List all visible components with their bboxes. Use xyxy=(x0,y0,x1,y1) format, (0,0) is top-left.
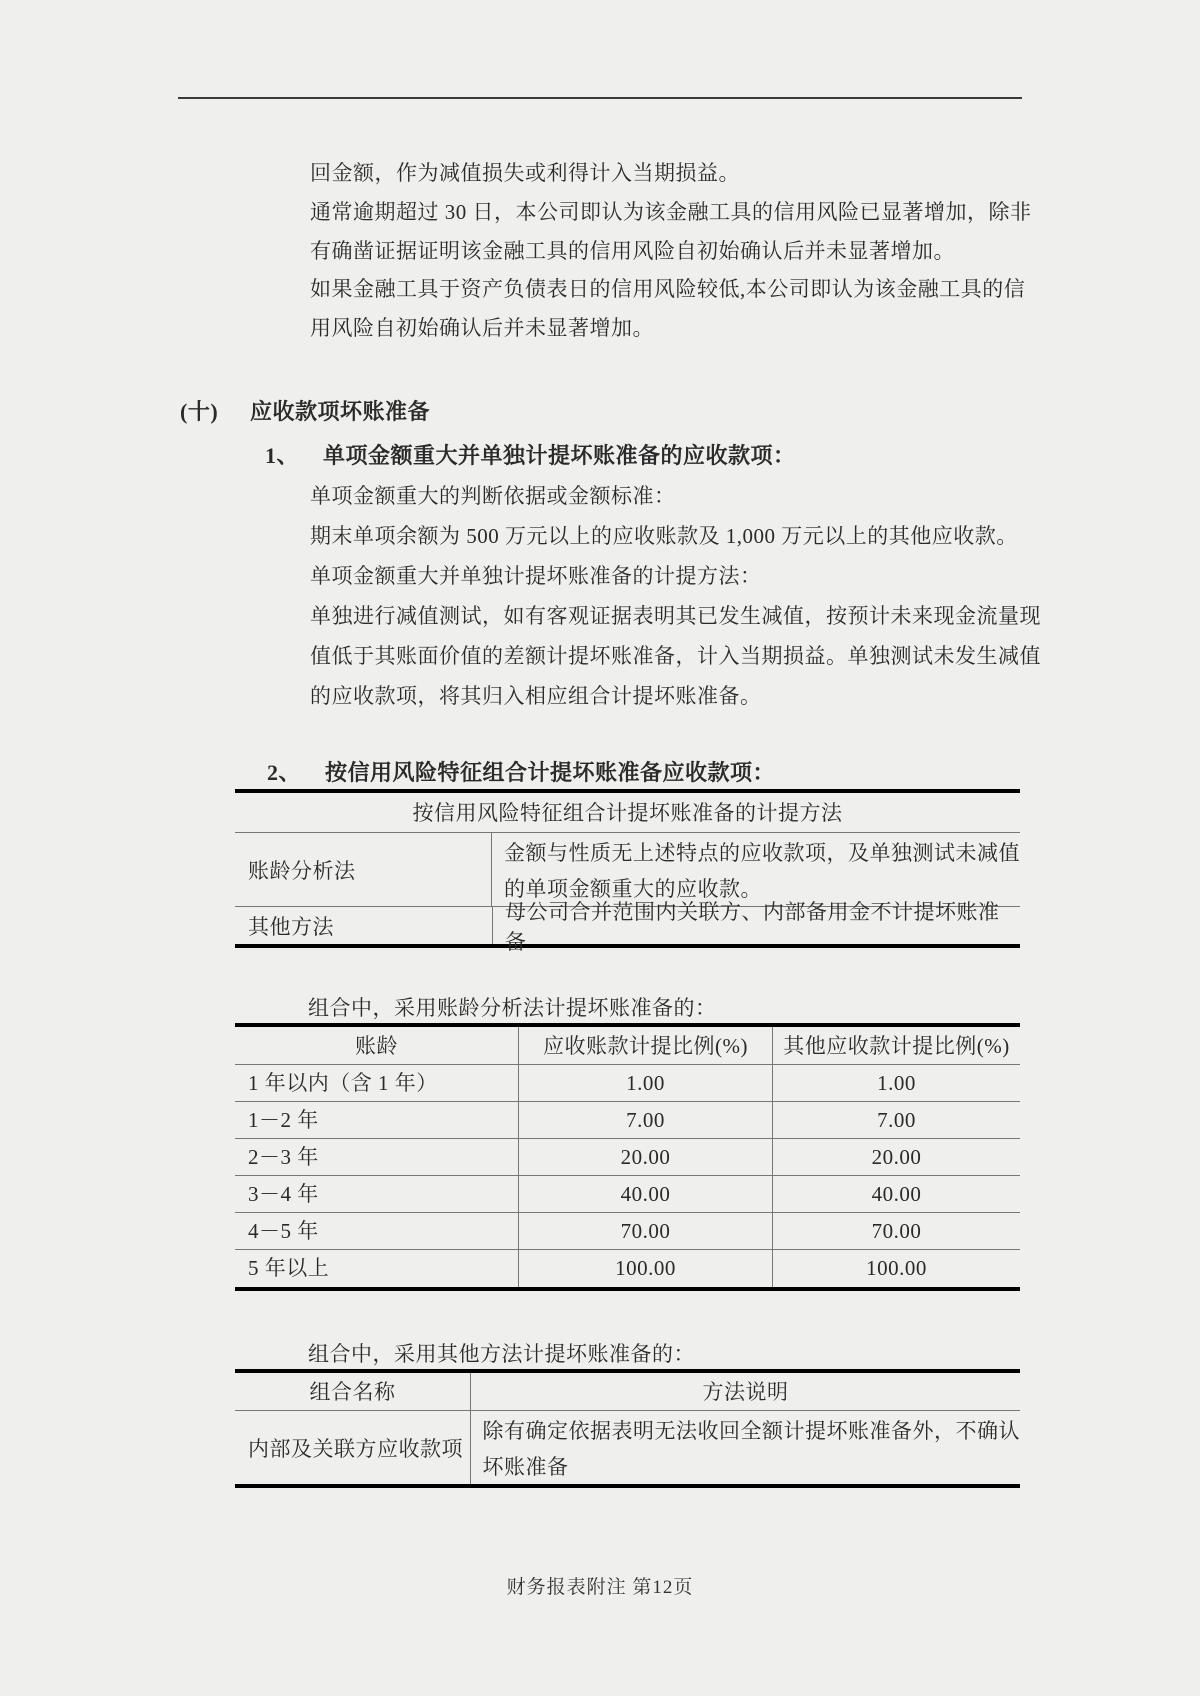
age-cell: 3－4 年 xyxy=(248,1182,319,1206)
text-line: 值低于其账面价值的差额计提坏账准备，计入当期损益。单独测试未发生减值 xyxy=(310,644,1041,668)
other-ratio-cell: 100.00 xyxy=(772,1250,1020,1287)
table-row xyxy=(235,1102,1020,1139)
column-header-group-name: 组合名称 xyxy=(309,1380,396,1404)
table-row xyxy=(235,1065,1020,1102)
ar-ratio-cell: 100.00 xyxy=(518,1250,772,1287)
method-desc-cell xyxy=(470,1411,1021,1484)
table-row xyxy=(235,1176,1020,1213)
ar-ratio-cell: 70.00 xyxy=(518,1213,772,1249)
text-line: 单项金额重大并单独计提坏账准备的计提方法： xyxy=(310,564,762,588)
ar-ratio-cell: 20.00 xyxy=(518,1139,772,1175)
other-ratio-cell: 7.00 xyxy=(772,1102,1020,1138)
method-name-cell: 其他方法 xyxy=(248,914,334,939)
page-footer: 财务报表附注 第12页 xyxy=(506,1577,694,1598)
table-header-row xyxy=(235,1027,1020,1065)
age-cell: 1 年以内（含 1 年） xyxy=(248,1071,438,1095)
table-row xyxy=(235,1213,1020,1250)
intro-paragraph xyxy=(310,154,1032,348)
section-title: 应收款项坏账准备 xyxy=(250,399,431,424)
text-line: 通常逾期超过 30 日，本公司即认为该金融工具的信用风险已显著增加，除非 xyxy=(310,199,1032,224)
table-header-row xyxy=(235,1373,1020,1411)
method-desc-cell: 母公司合并范围内关联方、内部备用金不计提坏账准备 xyxy=(492,907,1020,944)
text-line: 期末单项余额为 500 万元以上的应收账款及 1,000 万元以上的其他应收款。 xyxy=(310,524,1018,548)
text-line: 金额与性质无上述特点的应收款项，及单独测试未减值 xyxy=(504,841,1020,865)
method-table xyxy=(235,789,1020,954)
other-ratio-cell: 20.00 xyxy=(772,1139,1020,1175)
other-table-caption: 组合中，采用其他方法计提坏账准备的： xyxy=(308,1342,695,1366)
table-row xyxy=(235,1250,1020,1287)
text-line: 的单项金额重大的应收款。 xyxy=(504,877,762,901)
text-line: 回金额，作为减值损失或利得计入当期损益。 xyxy=(310,161,740,185)
column-header-age: 账龄 xyxy=(355,1034,398,1058)
section-number: (十) xyxy=(180,399,219,424)
age-cell: 1－2 年 xyxy=(248,1108,319,1132)
ar-ratio-cell: 7.00 xyxy=(518,1102,772,1138)
subsection-2-title: 按信用风险特征组合计提坏账准备应收款项： xyxy=(325,760,776,785)
subsection-1-title: 单项金额重大并单独计提坏账准备的应收款项： xyxy=(323,443,796,468)
age-cell: 5 年以上 xyxy=(248,1256,330,1280)
text-line: 用风险自初始确认后并未显著增加。 xyxy=(310,316,654,341)
other-ratio-cell: 70.00 xyxy=(772,1213,1020,1249)
subsection-2-number: 2、 xyxy=(267,760,302,785)
text-line: 的应收款项，将其归入相应组合计提坏账准备。 xyxy=(310,684,762,708)
table-row xyxy=(235,1411,1020,1484)
table-row xyxy=(235,1139,1020,1176)
header-rule xyxy=(178,97,1022,99)
group-name-cell: 内部及关联方应收款项 xyxy=(248,1436,463,1461)
table-row xyxy=(235,899,1020,954)
age-cell: 2－3 年 xyxy=(248,1145,319,1169)
other-methods-table xyxy=(235,1369,1020,1488)
subsection-1-number: 1、 xyxy=(265,443,300,468)
method-name-cell: 账龄分析法 xyxy=(248,858,356,883)
text-line: 单项金额重大的判断依据或金额标准： xyxy=(310,484,676,508)
text-line: 坏账准备 xyxy=(482,1455,569,1479)
other-ratio-cell: 40.00 xyxy=(772,1176,1020,1212)
text-line: 如果金融工具于资产负债表日的信用风险较低,本公司即认为该金融工具的信 xyxy=(310,277,1026,302)
ar-ratio-cell: 1.00 xyxy=(518,1065,772,1101)
age-cell: 4－5 年 xyxy=(248,1219,319,1243)
other-ratio-cell: 1.00 xyxy=(772,1065,1020,1101)
subsection-1-paragraph xyxy=(310,476,1041,716)
text-line: 有确凿证据证明该金融工具的信用风险自初始确认后并未显著增加。 xyxy=(310,238,955,263)
aging-table-caption: 组合中，采用账龄分析法计提坏账准备的： xyxy=(308,996,717,1020)
column-header-method-desc: 方法说明 xyxy=(470,1373,1020,1410)
aging-table xyxy=(235,1023,1020,1291)
column-header-other-ratio: 其他应收款计提比例(%) xyxy=(772,1027,1020,1064)
text-line: 除有确定依据表明无法收回全额计提坏账准备外，不确认 xyxy=(482,1419,1020,1443)
text-line: 单独进行减值测试，如有客观证据表明其已发生减值，按预计未来现金流量现 xyxy=(310,604,1041,628)
ar-ratio-cell: 40.00 xyxy=(518,1176,772,1212)
method-table-header: 按信用风险特征组合计提坏账准备的计提方法 xyxy=(235,793,1020,833)
column-header-ar-ratio: 应收账款计提比例(%) xyxy=(518,1027,772,1064)
